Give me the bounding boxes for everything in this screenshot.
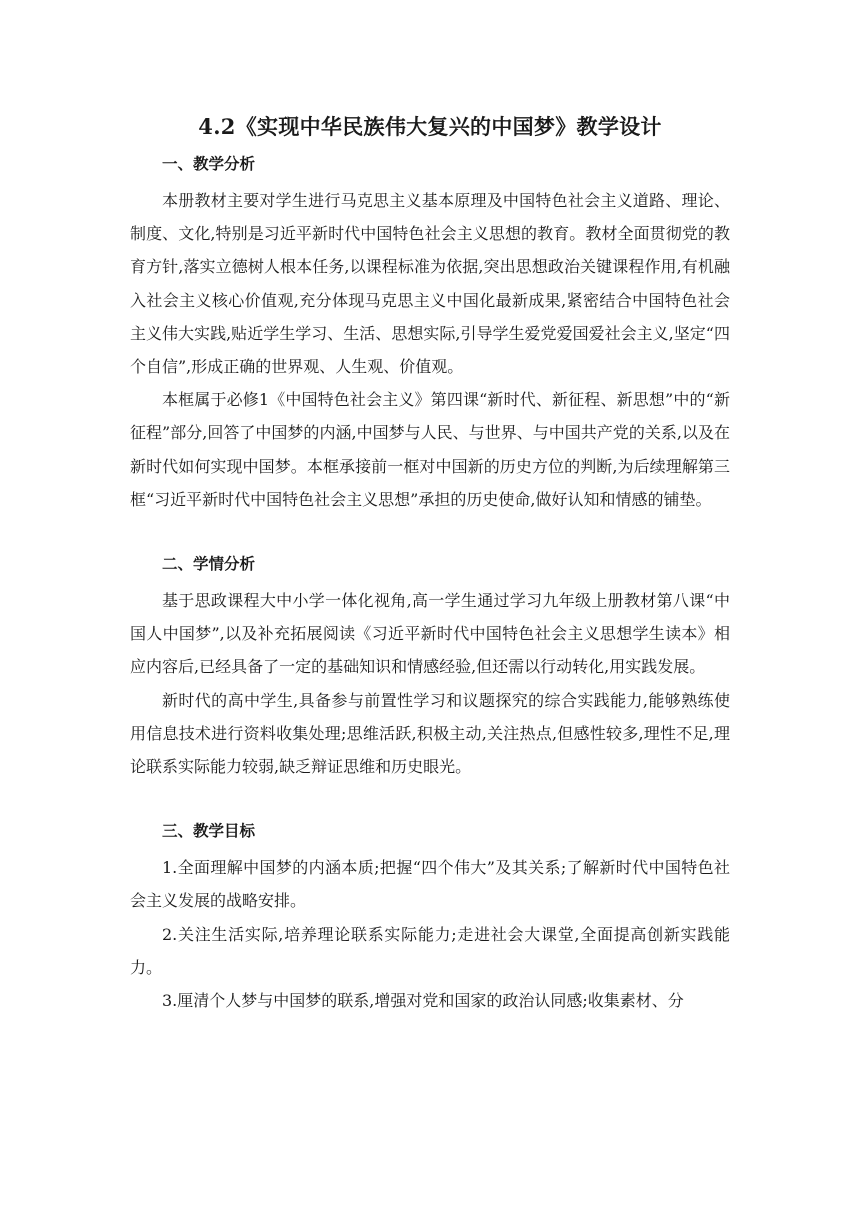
- paragraph: 新时代的高中学生,具备参与前置性学习和议题探究的综合实践能力,能够熟练使用信息技术进行资料收集处理;思维活跃,积极主动,关注热点,但感性较多,理性不足,理论联系实际能力较弱,缺乏辩证思维和历史眼光。: [130, 690, 730, 777]
- section-heading: 三、教学目标: [162, 822, 256, 841]
- document-title: 4.2《实现中华民族伟大复兴的中国梦》教学设计: [198, 114, 662, 139]
- paragraph: 基于思政课程大中小学一体化视角,高一学生通过学习九年级上册教材第八课“中国人中国梦”,以及补充拓展阅读《习近平新时代中国特色社会主义思想学生读本》相应内容后,已经具备了一定的基础知识和情感经验,但还需以行动转化,用实践发展。: [130, 591, 730, 677]
- goal-item: 1.全面理解中国梦的内涵本质;把握“四个伟大”及其关系;了解新时代中国特色社会主义发展的战略安排。: [130, 858, 730, 911]
- section-teaching-analysis: [130, 150, 730, 516]
- section-teaching-goals: [130, 817, 730, 1017]
- section-heading: 一、教学分析: [162, 155, 256, 173]
- paragraph: 本框属于必修1《中国特色社会主义》第四课“新时代、新征程、新思想”中的“新征程”部分,回答了中国梦的内涵,中国梦与人民、与世界、与中国共产党的关系,以及在新时代如何实现中国梦。本框承接前一框对中国新的历史方位的判断,为后续理解第三框“习近平新时代中国特色社会主义思想”承担的历史使命,做好认知和情感的铺垫。: [130, 390, 730, 509]
- document-body: [130, 150, 730, 1017]
- section-heading: 二、学情分析: [162, 555, 256, 574]
- goal-item: 2.关注生活实际,培养理论联系实际能力;走进社会大课堂,全面提高创新实践能力。: [130, 924, 730, 977]
- goal-item: 3.厘清个人梦与中国梦的联系,增强对党和国家的政治认同感;收集素材、分: [162, 991, 684, 1011]
- paragraph: 本册教材主要对学生进行马克思主义基本原理及中国特色社会主义道路、理论、制度、文化,特别是习近平新时代中国特色社会主义思想的教育。教材全面贯彻党的教育方针,落实立德树人根本任务,以课程标准为依据,突出思想政治关键课程作用,有机融入社会主义核心价值观,充分体现马克思主义中国化最新成果,紧密结合中国特色社会主义伟大实践,贴近学生学习、生活、思想实际,引导学生爱党爱国爱社会主义,坚定“四个自信”,形成正确的世界观、人生观、价值观。: [130, 191, 730, 377]
- section-student-analysis: [130, 550, 730, 783]
